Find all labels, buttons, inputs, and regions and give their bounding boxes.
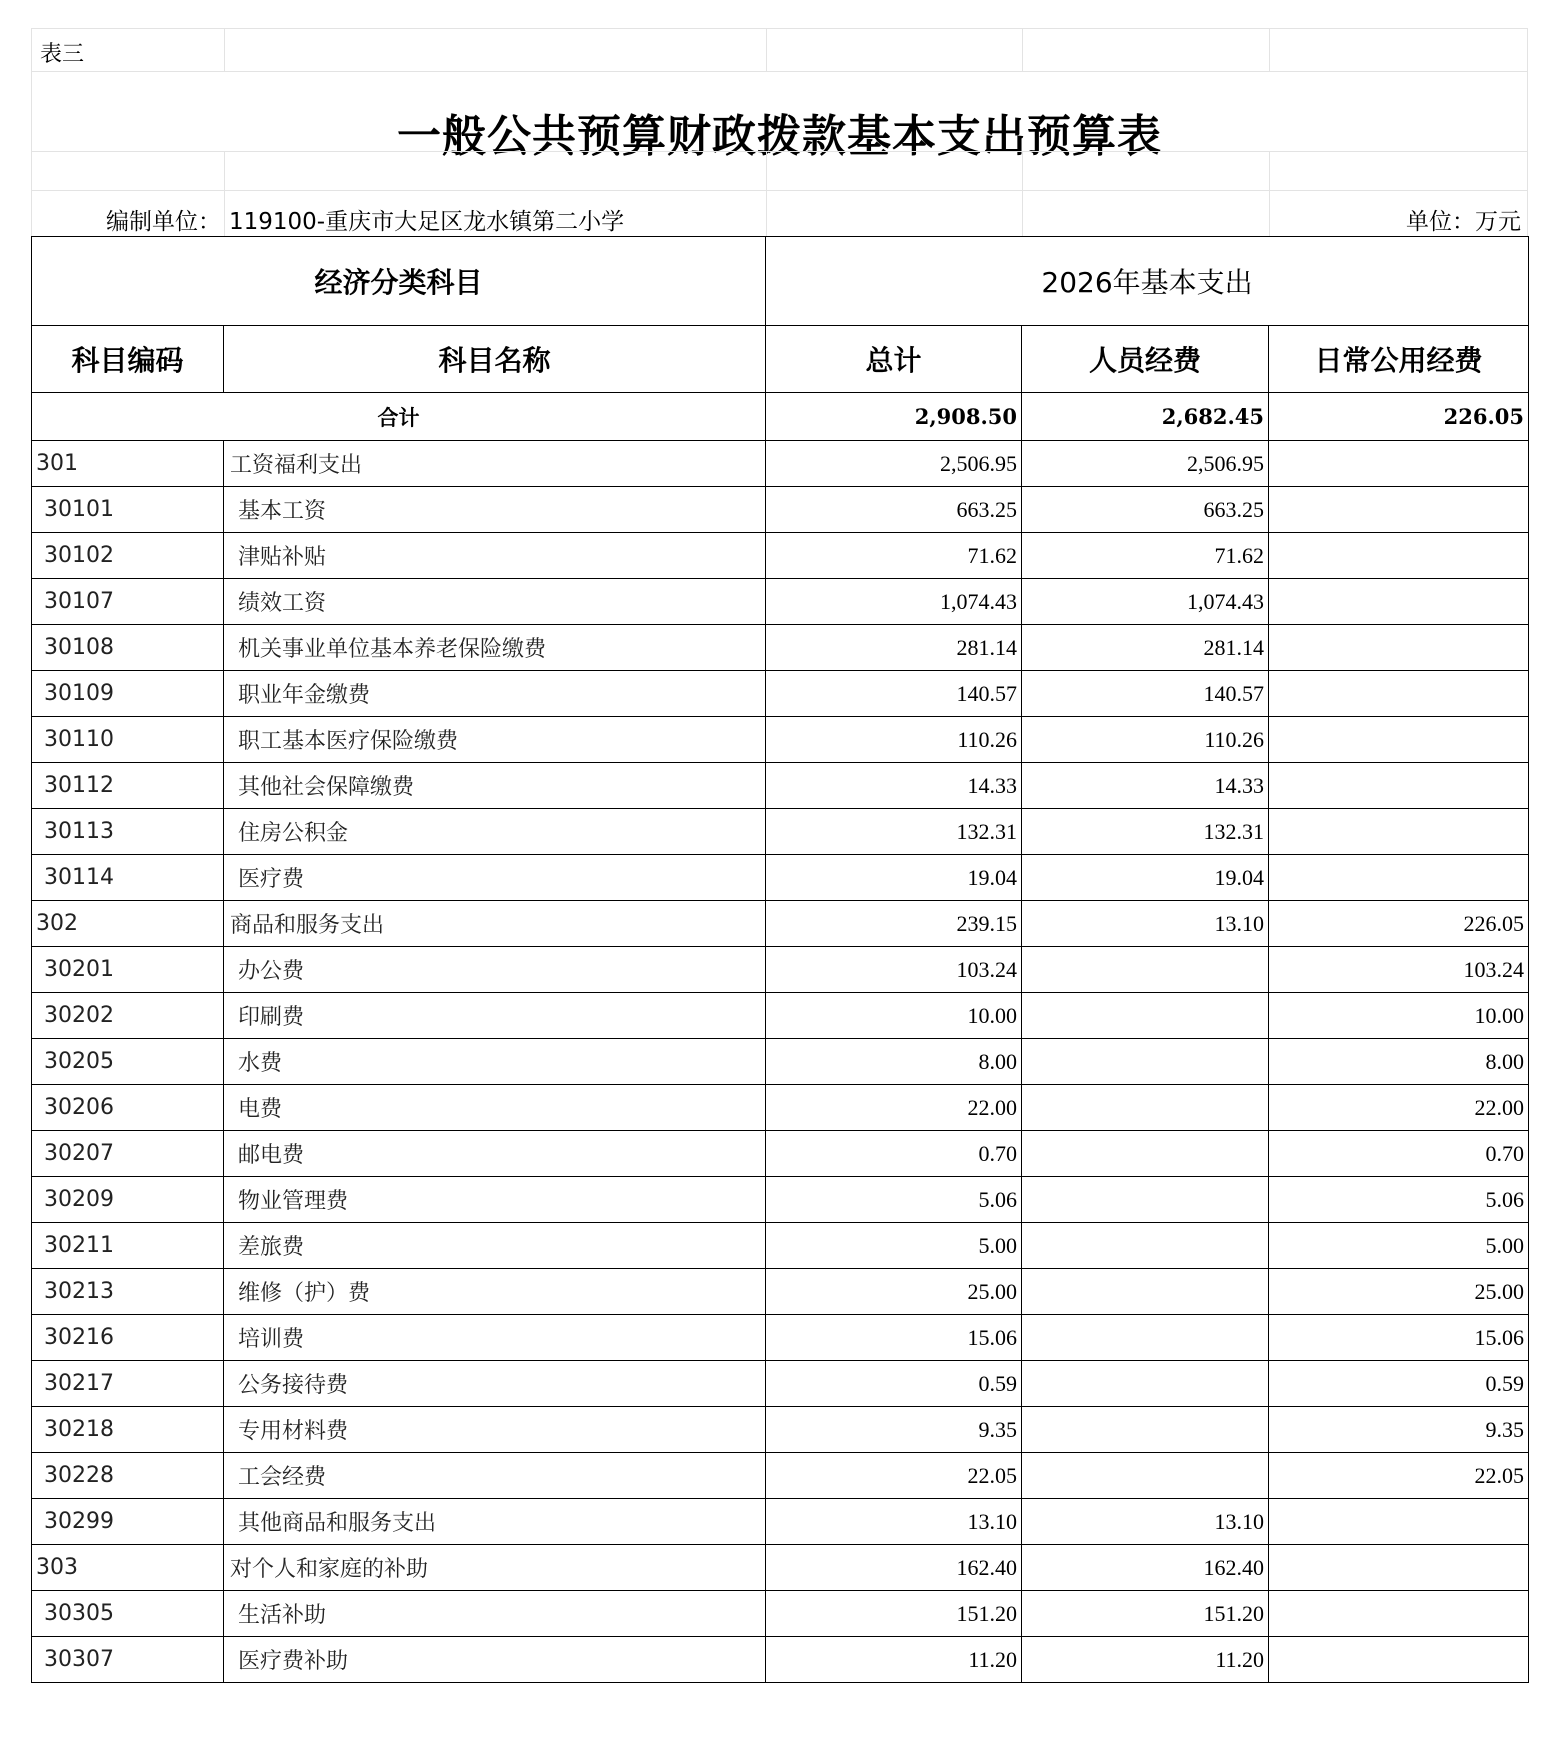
- row-total: 0.59: [766, 1361, 1022, 1407]
- spacer-row: [32, 151, 1527, 190]
- row-personnel: 132.31: [1022, 809, 1269, 855]
- total-label: 合计: [32, 393, 766, 441]
- daily-header: 日常公用经费: [1269, 326, 1529, 393]
- row-daily: 15.06: [1269, 1315, 1529, 1361]
- row-personnel: [1022, 1223, 1269, 1269]
- row-name: 公务接待费: [224, 1361, 766, 1407]
- row-daily: [1269, 809, 1529, 855]
- row-personnel: 281.14: [1022, 625, 1269, 671]
- row-name: 办公费: [224, 947, 766, 993]
- table-row: [32, 763, 1529, 809]
- table-label: 表三: [40, 42, 85, 67]
- total-row: [32, 393, 1529, 441]
- row-code: 301: [32, 441, 224, 487]
- table-row: [32, 1315, 1529, 1361]
- row-code: 30305: [32, 1591, 224, 1637]
- row-total: 9.35: [766, 1407, 1022, 1453]
- row-name: 物业管理费: [224, 1177, 766, 1223]
- row-personnel: [1022, 1453, 1269, 1499]
- row-total: 162.40: [766, 1545, 1022, 1591]
- row-name: 差旅费: [224, 1223, 766, 1269]
- row-name: 邮电费: [224, 1131, 766, 1177]
- row-daily: [1269, 487, 1529, 533]
- row-code: 30228: [32, 1453, 224, 1499]
- unit-row: [32, 190, 1527, 236]
- row-code: 30102: [32, 533, 224, 579]
- table-label-row: [32, 28, 1527, 71]
- row-code: 30108: [32, 625, 224, 671]
- row-code: 30217: [32, 1361, 224, 1407]
- sheet-header: [31, 28, 1528, 236]
- econ-class-header: 经济分类科目: [32, 237, 766, 326]
- row-code: 30113: [32, 809, 224, 855]
- row-total: 11.20: [766, 1637, 1022, 1683]
- row-name: 津贴补贴: [224, 533, 766, 579]
- year-basic-header: 2026年基本支出: [766, 237, 1529, 326]
- row-personnel: [1022, 993, 1269, 1039]
- table-row: [32, 1407, 1529, 1453]
- table-row: [32, 625, 1529, 671]
- row-total: 281.14: [766, 625, 1022, 671]
- row-code: 30209: [32, 1177, 224, 1223]
- org-unit-name: 119100-重庆市大足区龙水镇第二小学: [229, 209, 625, 235]
- row-name: 培训费: [224, 1315, 766, 1361]
- row-daily: 5.00: [1269, 1223, 1529, 1269]
- row-code: 30211: [32, 1223, 224, 1269]
- header-row-2: [32, 326, 1529, 393]
- row-code: 30216: [32, 1315, 224, 1361]
- row-code: 30299: [32, 1499, 224, 1545]
- row-total: 151.20: [766, 1591, 1022, 1637]
- row-daily: 0.59: [1269, 1361, 1529, 1407]
- row-name: 对个人和家庭的补助: [224, 1545, 766, 1591]
- row-total: 132.31: [766, 809, 1022, 855]
- row-personnel: [1022, 1407, 1269, 1453]
- row-personnel: [1022, 1039, 1269, 1085]
- row-name: 商品和服务支出: [224, 901, 766, 947]
- row-name: 电费: [224, 1085, 766, 1131]
- row-name: 维修（护）费: [224, 1269, 766, 1315]
- row-code: 30205: [32, 1039, 224, 1085]
- row-personnel: [1022, 1177, 1269, 1223]
- row-name: 其他社会保障缴费: [224, 763, 766, 809]
- row-code: 30213: [32, 1269, 224, 1315]
- row-code: 30207: [32, 1131, 224, 1177]
- row-personnel: 11.20: [1022, 1637, 1269, 1683]
- title-row: [32, 71, 1527, 162]
- row-total: 71.62: [766, 533, 1022, 579]
- budget-table: [31, 236, 1529, 1683]
- row-daily: 0.70: [1269, 1131, 1529, 1177]
- row-name: 其他商品和服务支出: [224, 1499, 766, 1545]
- table-row: [32, 1591, 1529, 1637]
- row-total: 8.00: [766, 1039, 1022, 1085]
- row-daily: [1269, 717, 1529, 763]
- table-row: [32, 441, 1529, 487]
- row-personnel: [1022, 1131, 1269, 1177]
- table-row: [32, 1637, 1529, 1683]
- row-code: 30206: [32, 1085, 224, 1131]
- row-total: 22.00: [766, 1085, 1022, 1131]
- row-name: 工资福利支出: [224, 441, 766, 487]
- row-name: 绩效工资: [224, 579, 766, 625]
- total-daily: 226.05: [1269, 393, 1529, 441]
- code-header: 科目编码: [32, 326, 224, 393]
- row-name: 机关事业单位基本养老保险缴费: [224, 625, 766, 671]
- personnel-header: 人员经费: [1022, 326, 1269, 393]
- row-name: 住房公积金: [224, 809, 766, 855]
- row-daily: 226.05: [1269, 901, 1529, 947]
- total-personnel: 2,682.45: [1022, 393, 1269, 441]
- row-total: 25.00: [766, 1269, 1022, 1315]
- row-daily: [1269, 1637, 1529, 1683]
- row-total: 103.24: [766, 947, 1022, 993]
- row-total: 14.33: [766, 763, 1022, 809]
- table-row: [32, 1131, 1529, 1177]
- row-name: 职业年金缴费: [224, 671, 766, 717]
- table-row: [32, 1085, 1529, 1131]
- row-personnel: 71.62: [1022, 533, 1269, 579]
- header-row-1: [32, 237, 1529, 326]
- row-name: 专用材料费: [224, 1407, 766, 1453]
- row-daily: [1269, 625, 1529, 671]
- row-daily: [1269, 579, 1529, 625]
- table-row: [32, 1545, 1529, 1591]
- row-name: 生活补助: [224, 1591, 766, 1637]
- row-daily: 10.00: [1269, 993, 1529, 1039]
- row-total: 2,506.95: [766, 441, 1022, 487]
- row-total: 15.06: [766, 1315, 1022, 1361]
- row-total: 663.25: [766, 487, 1022, 533]
- row-total: 5.00: [766, 1223, 1022, 1269]
- row-daily: [1269, 763, 1529, 809]
- row-personnel: [1022, 1085, 1269, 1131]
- table-row: [32, 855, 1529, 901]
- row-code: 30109: [32, 671, 224, 717]
- row-personnel: 162.40: [1022, 1545, 1269, 1591]
- row-name: 水费: [224, 1039, 766, 1085]
- row-personnel: 13.10: [1022, 901, 1269, 947]
- row-code: 30114: [32, 855, 224, 901]
- row-daily: 22.00: [1269, 1085, 1529, 1131]
- row-personnel: [1022, 1269, 1269, 1315]
- row-code: 30101: [32, 487, 224, 533]
- row-personnel: 13.10: [1022, 1499, 1269, 1545]
- row-code: 30201: [32, 947, 224, 993]
- row-code: 30307: [32, 1637, 224, 1683]
- row-code: 30112: [32, 763, 224, 809]
- row-name: 职工基本医疗保险缴费: [224, 717, 766, 763]
- row-personnel: 19.04: [1022, 855, 1269, 901]
- table-row: [32, 487, 1529, 533]
- row-name: 基本工资: [224, 487, 766, 533]
- total-header: 总计: [766, 326, 1022, 393]
- row-name: 印刷费: [224, 993, 766, 1039]
- row-code: 30218: [32, 1407, 224, 1453]
- row-personnel: 151.20: [1022, 1591, 1269, 1637]
- row-name: 工会经费: [224, 1453, 766, 1499]
- name-header: 科目名称: [224, 326, 766, 393]
- table-row: [32, 1361, 1529, 1407]
- row-daily: [1269, 671, 1529, 717]
- table-row: [32, 533, 1529, 579]
- row-total: 239.15: [766, 901, 1022, 947]
- row-daily: 5.06: [1269, 1177, 1529, 1223]
- table-row: [32, 901, 1529, 947]
- row-daily: 103.24: [1269, 947, 1529, 993]
- row-daily: [1269, 1499, 1529, 1545]
- table-row: [32, 809, 1529, 855]
- row-daily: 8.00: [1269, 1039, 1529, 1085]
- table-row: [32, 671, 1529, 717]
- row-daily: [1269, 441, 1529, 487]
- row-daily: 9.35: [1269, 1407, 1529, 1453]
- row-total: 5.06: [766, 1177, 1022, 1223]
- budget-sheet: [31, 28, 1528, 1683]
- org-unit-label: 编制单位：: [106, 209, 221, 235]
- row-name: 医疗费: [224, 855, 766, 901]
- row-daily: 22.05: [1269, 1453, 1529, 1499]
- row-daily: [1269, 1591, 1529, 1637]
- row-personnel: 2,506.95: [1022, 441, 1269, 487]
- row-personnel: 1,074.43: [1022, 579, 1269, 625]
- row-daily: 25.00: [1269, 1269, 1529, 1315]
- row-personnel: 140.57: [1022, 671, 1269, 717]
- currency-unit: 单位：万元: [1406, 209, 1521, 235]
- table-row: [32, 579, 1529, 625]
- row-personnel: 110.26: [1022, 717, 1269, 763]
- row-personnel: 663.25: [1022, 487, 1269, 533]
- row-name: 医疗费补助: [224, 1637, 766, 1683]
- row-total: 110.26: [766, 717, 1022, 763]
- table-row: [32, 1499, 1529, 1545]
- total-amount: 2,908.50: [766, 393, 1022, 441]
- row-total: 0.70: [766, 1131, 1022, 1177]
- table-row: [32, 717, 1529, 763]
- row-total: 10.00: [766, 993, 1022, 1039]
- row-personnel: [1022, 1361, 1269, 1407]
- row-total: 140.57: [766, 671, 1022, 717]
- table-row: [32, 993, 1529, 1039]
- table-row: [32, 1269, 1529, 1315]
- row-personnel: [1022, 1315, 1269, 1361]
- row-code: 30110: [32, 717, 224, 763]
- table-row: [32, 1039, 1529, 1085]
- row-daily: [1269, 1545, 1529, 1591]
- row-total: 1,074.43: [766, 579, 1022, 625]
- row-code: 303: [32, 1545, 224, 1591]
- row-personnel: 14.33: [1022, 763, 1269, 809]
- table-row: [32, 1453, 1529, 1499]
- table-row: [32, 1177, 1529, 1223]
- row-code: 30202: [32, 993, 224, 1039]
- row-daily: [1269, 855, 1529, 901]
- table-row: [32, 947, 1529, 993]
- row-code: 30107: [32, 579, 224, 625]
- row-total: 13.10: [766, 1499, 1022, 1545]
- row-personnel: [1022, 947, 1269, 993]
- row-total: 19.04: [766, 855, 1022, 901]
- row-total: 22.05: [766, 1453, 1022, 1499]
- row-daily: [1269, 533, 1529, 579]
- row-code: 302: [32, 901, 224, 947]
- page-title: 一般公共预算财政拨款基本支出预算表: [397, 111, 1162, 162]
- table-row: [32, 1223, 1529, 1269]
